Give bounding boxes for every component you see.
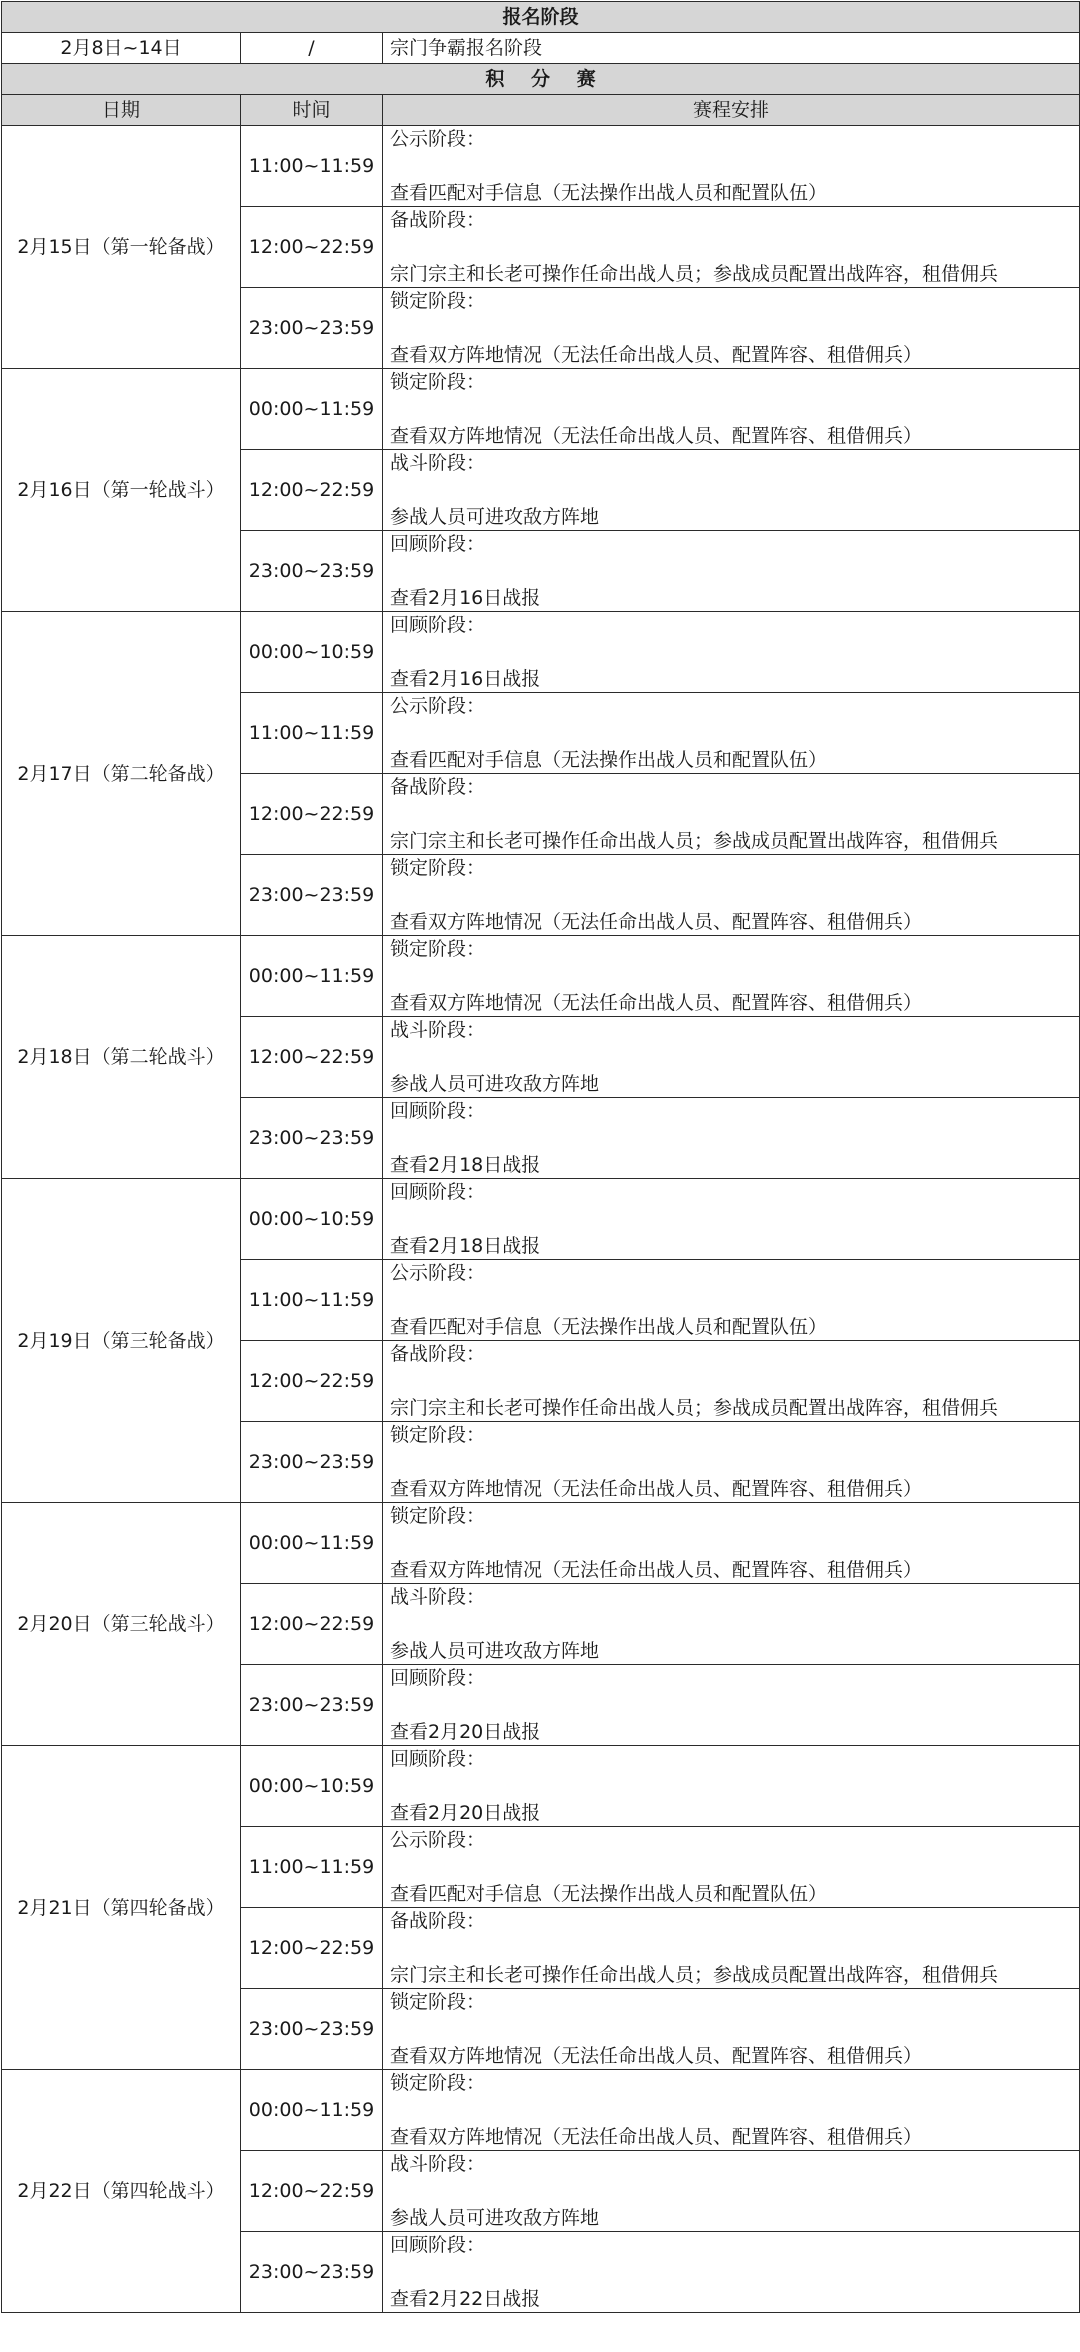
slot-spacer [390, 2176, 1079, 2206]
slot-description: 查看双方阵地情况（无法任命出战人员、配置阵容、租借佣兵） [390, 425, 923, 447]
slot-description: 查看匹配对手信息（无法操作出战人员和配置队伍） [390, 1883, 828, 1905]
slot-description: 参战人员可进攻敌方阵地 [390, 1640, 600, 1662]
slot-phase: 回顾阶段： [390, 1667, 486, 1689]
slot-phase: 锁定阶段： [390, 2072, 486, 2094]
schedule-body [2, 2, 1080, 2313]
slot-spacer [390, 2014, 1079, 2044]
slot-phase: 锁定阶段： [390, 857, 486, 879]
slot-spacer [390, 1933, 1079, 1963]
slot-spacer [390, 2095, 1079, 2125]
slot-description: 查看2月20日战报 [390, 1802, 541, 1824]
slot-spacer [390, 232, 1079, 262]
slot-arrangement [383, 369, 1080, 450]
slot-description: 查看匹配对手信息（无法操作出战人员和配置队伍） [390, 182, 828, 204]
slot-spacer [390, 1852, 1079, 1882]
slot-description: 查看双方阵地情况（无法任命出战人员、配置阵容、租借佣兵） [390, 1559, 923, 1581]
slot-time: 11:00~11:59 [241, 693, 383, 774]
slot-phase: 公示阶段： [390, 695, 486, 717]
schedule-table [1, 1, 1080, 2313]
slot-time: 00:00~11:59 [241, 1503, 383, 1584]
slot-arrangement [383, 207, 1080, 288]
slot-description: 宗门宗主和长老可操作任命出战人员；参战成员配置出战阵容，租借佣兵 [390, 263, 999, 285]
signup-header-row [2, 2, 1080, 33]
slot-time: 11:00~11:59 [241, 1827, 383, 1908]
day-date: 2月15日（第一轮备战） [2, 126, 241, 369]
slot-spacer [390, 1609, 1079, 1639]
slot-arrangement [383, 1665, 1080, 1746]
slot-description: 查看双方阵地情况（无法任命出战人员、配置阵容、租借佣兵） [390, 1478, 923, 1500]
slot-time: 00:00~11:59 [241, 936, 383, 1017]
slot-spacer [390, 394, 1079, 424]
slot-phase: 锁定阶段： [390, 1505, 486, 1527]
slot-phase: 备战阶段： [390, 209, 486, 231]
slot-time: 11:00~11:59 [241, 126, 383, 207]
slot-arrangement [383, 2232, 1080, 2313]
slot-spacer [390, 556, 1079, 586]
slot-time: 23:00~23:59 [241, 531, 383, 612]
table-row [2, 1179, 1080, 1260]
column-header-arrangement: 赛程安排 [383, 95, 1080, 126]
slot-time: 00:00~10:59 [241, 1746, 383, 1827]
slot-arrangement [383, 1503, 1080, 1584]
slot-time: 12:00~22:59 [241, 1341, 383, 1422]
slot-spacer [390, 313, 1079, 343]
slot-time: 00:00~10:59 [241, 1179, 383, 1260]
slot-description: 查看双方阵地情况（无法任命出战人员、配置阵容、租借佣兵） [390, 2045, 923, 2067]
slot-phase: 回顾阶段： [390, 2234, 486, 2256]
slot-phase: 回顾阶段： [390, 614, 486, 636]
table-row [2, 126, 1080, 207]
signup-date: 2月8日~14日 [2, 33, 241, 64]
slot-time: 23:00~23:59 [241, 2232, 383, 2313]
slot-arrangement [383, 1989, 1080, 2070]
slot-time: 12:00~22:59 [241, 1908, 383, 1989]
slot-arrangement [383, 936, 1080, 1017]
slot-phase: 公示阶段： [390, 128, 486, 150]
slot-phase: 战斗阶段： [390, 452, 486, 474]
league-header-row [2, 64, 1080, 95]
slot-arrangement [383, 1179, 1080, 1260]
slot-arrangement [383, 855, 1080, 936]
slot-description: 宗门宗主和长老可操作任命出战人员；参战成员配置出战阵容，租借佣兵 [390, 830, 999, 852]
slot-phase: 公示阶段： [390, 1262, 486, 1284]
signup-stage-title: 报名阶段 [2, 2, 1080, 33]
slot-arrangement [383, 531, 1080, 612]
table-row [2, 2070, 1080, 2151]
table-row [2, 1746, 1080, 1827]
slot-phase: 备战阶段： [390, 1910, 486, 1932]
slot-phase: 锁定阶段： [390, 938, 486, 960]
slot-description: 查看双方阵地情况（无法任命出战人员、配置阵容、租借佣兵） [390, 344, 923, 366]
signup-arrangement: 宗门争霸报名阶段 [383, 33, 1080, 64]
column-header-date: 日期 [2, 95, 241, 126]
signup-row [2, 33, 1080, 64]
slot-arrangement [383, 1017, 1080, 1098]
slot-arrangement [383, 1827, 1080, 1908]
slot-time: 23:00~23:59 [241, 855, 383, 936]
day-date: 2月16日（第一轮战斗） [2, 369, 241, 612]
slot-arrangement [383, 1746, 1080, 1827]
column-header-row [2, 95, 1080, 126]
signup-time: / [241, 33, 383, 64]
slot-description: 查看2月22日战报 [390, 2288, 541, 2310]
day-date: 2月17日（第二轮备战） [2, 612, 241, 936]
slot-description: 查看2月18日战报 [390, 1235, 541, 1257]
league-stage-title: 积 分 赛 [2, 64, 1080, 95]
slot-description: 宗门宗主和长老可操作任命出战人员；参战成员配置出战阵容，租借佣兵 [390, 1964, 999, 1986]
slot-arrangement [383, 1260, 1080, 1341]
slot-phase: 锁定阶段： [390, 371, 486, 393]
slot-time: 12:00~22:59 [241, 1017, 383, 1098]
table-row [2, 369, 1080, 450]
slot-time: 23:00~23:59 [241, 288, 383, 369]
slot-phase: 公示阶段： [390, 1829, 486, 1851]
slot-spacer [390, 1366, 1079, 1396]
slot-time: 00:00~11:59 [241, 369, 383, 450]
slot-phase: 锁定阶段： [390, 1991, 486, 2013]
slot-time: 12:00~22:59 [241, 450, 383, 531]
slot-description: 查看匹配对手信息（无法操作出战人员和配置队伍） [390, 749, 828, 771]
slot-arrangement [383, 288, 1080, 369]
column-header-time: 时间 [241, 95, 383, 126]
slot-phase: 备战阶段： [390, 776, 486, 798]
slot-phase: 备战阶段： [390, 1343, 486, 1365]
slot-description: 查看双方阵地情况（无法任命出战人员、配置阵容、租借佣兵） [390, 2126, 923, 2148]
slot-spacer [390, 1447, 1079, 1477]
slot-time: 11:00~11:59 [241, 1260, 383, 1341]
slot-time: 23:00~23:59 [241, 1422, 383, 1503]
slot-arrangement [383, 1908, 1080, 1989]
table-row [2, 1503, 1080, 1584]
slot-phase: 回顾阶段： [390, 1748, 486, 1770]
slot-description: 参战人员可进攻敌方阵地 [390, 2207, 600, 2229]
slot-time: 12:00~22:59 [241, 774, 383, 855]
slot-time: 23:00~23:59 [241, 1989, 383, 2070]
slot-description: 参战人员可进攻敌方阵地 [390, 1073, 600, 1095]
slot-phase: 战斗阶段： [390, 2153, 486, 2175]
slot-arrangement [383, 2151, 1080, 2232]
slot-time: 12:00~22:59 [241, 1584, 383, 1665]
slot-description: 宗门宗主和长老可操作任命出战人员；参战成员配置出战阵容，租借佣兵 [390, 1397, 999, 1419]
slot-phase: 战斗阶段： [390, 1019, 486, 1041]
slot-spacer [390, 475, 1079, 505]
slot-arrangement [383, 1341, 1080, 1422]
slot-spacer [390, 2257, 1079, 2287]
slot-phase: 战斗阶段： [390, 1586, 486, 1608]
table-row [2, 612, 1080, 693]
slot-arrangement [383, 1584, 1080, 1665]
slot-time: 12:00~22:59 [241, 207, 383, 288]
slot-spacer [390, 637, 1079, 667]
slot-spacer [390, 1528, 1079, 1558]
slot-arrangement [383, 2070, 1080, 2151]
slot-description: 查看2月20日战报 [390, 1721, 541, 1743]
table-row [2, 936, 1080, 1017]
slot-arrangement [383, 450, 1080, 531]
day-date: 2月19日（第三轮备战） [2, 1179, 241, 1503]
slot-arrangement [383, 774, 1080, 855]
slot-time: 23:00~23:59 [241, 1098, 383, 1179]
day-date: 2月18日（第二轮战斗） [2, 936, 241, 1179]
slot-spacer [390, 880, 1079, 910]
slot-spacer [390, 151, 1079, 181]
slot-description: 查看2月16日战报 [390, 668, 541, 690]
slot-description: 查看双方阵地情况（无法任命出战人员、配置阵容、租借佣兵） [390, 911, 923, 933]
slot-arrangement [383, 1098, 1080, 1179]
slot-spacer [390, 1690, 1079, 1720]
slot-arrangement [383, 1422, 1080, 1503]
slot-time: 00:00~11:59 [241, 2070, 383, 2151]
slot-phase: 回顾阶段： [390, 1100, 486, 1122]
slot-spacer [390, 1204, 1079, 1234]
slot-description: 查看2月16日战报 [390, 587, 541, 609]
slot-phase: 锁定阶段： [390, 1424, 486, 1446]
slot-phase: 回顾阶段： [390, 1181, 486, 1203]
slot-phase: 回顾阶段： [390, 533, 486, 555]
slot-description: 查看2月18日战报 [390, 1154, 541, 1176]
slot-time: 00:00~10:59 [241, 612, 383, 693]
slot-description: 参战人员可进攻敌方阵地 [390, 506, 600, 528]
slot-description: 查看匹配对手信息（无法操作出战人员和配置队伍） [390, 1316, 828, 1338]
slot-arrangement [383, 612, 1080, 693]
slot-spacer [390, 1771, 1079, 1801]
slot-time: 12:00~22:59 [241, 2151, 383, 2232]
slot-phase: 锁定阶段： [390, 290, 486, 312]
slot-spacer [390, 1285, 1079, 1315]
day-date: 2月20日（第三轮战斗） [2, 1503, 241, 1746]
slot-description: 查看双方阵地情况（无法任命出战人员、配置阵容、租借佣兵） [390, 992, 923, 1014]
slot-spacer [390, 1042, 1079, 1072]
day-date: 2月21日（第四轮备战） [2, 1746, 241, 2070]
slot-time: 23:00~23:59 [241, 1665, 383, 1746]
day-date: 2月22日（第四轮战斗） [2, 2070, 241, 2313]
slot-spacer [390, 961, 1079, 991]
slot-arrangement [383, 693, 1080, 774]
slot-spacer [390, 718, 1079, 748]
slot-spacer [390, 1123, 1079, 1153]
slot-arrangement [383, 126, 1080, 207]
slot-spacer [390, 799, 1079, 829]
